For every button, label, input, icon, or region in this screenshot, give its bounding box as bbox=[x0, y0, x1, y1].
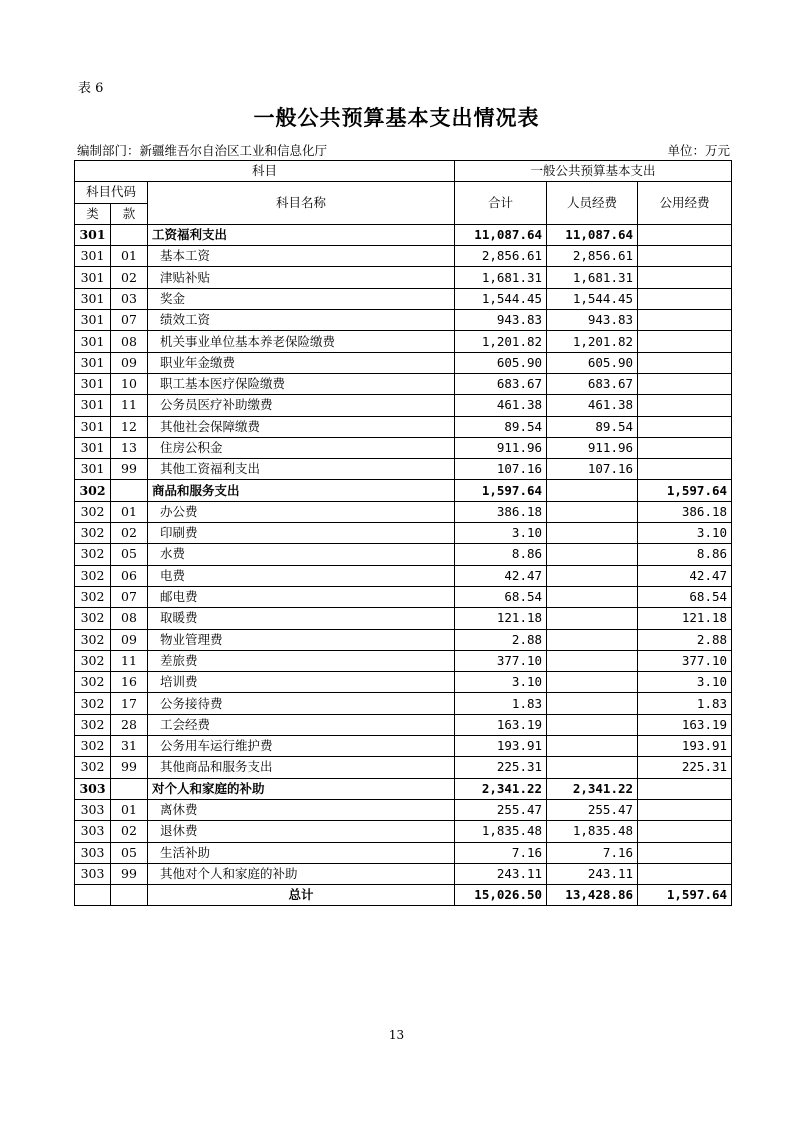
table-row bbox=[75, 629, 732, 650]
cell-kuan: 13 bbox=[111, 437, 148, 458]
cell-name: 物业管理费 bbox=[148, 629, 455, 650]
cell-name: 生活补助 bbox=[148, 842, 455, 863]
cell-public bbox=[638, 373, 732, 394]
table-row bbox=[75, 246, 732, 267]
cell-lei: 301 bbox=[75, 246, 111, 267]
cell-total: 1,597.64 bbox=[455, 480, 547, 501]
cell-personnel: 1,835.48 bbox=[547, 821, 638, 842]
table-row bbox=[75, 842, 732, 863]
cell-personnel: 461.38 bbox=[547, 395, 638, 416]
cell-personnel: 1,681.31 bbox=[547, 267, 638, 288]
cell-public: 193.91 bbox=[638, 736, 732, 757]
cell-public bbox=[638, 778, 732, 799]
cell-personnel: 605.90 bbox=[547, 352, 638, 373]
cell-personnel bbox=[547, 736, 638, 757]
grand-total-row bbox=[75, 885, 732, 906]
cell-name: 印刷费 bbox=[148, 523, 455, 544]
cell-name: 基本工资 bbox=[148, 246, 455, 267]
cell-name: 商品和服务支出 bbox=[148, 480, 455, 501]
cell-personnel bbox=[547, 650, 638, 671]
cell-total: 1,835.48 bbox=[455, 821, 547, 842]
cell-name: 职工基本医疗保险缴费 bbox=[148, 373, 455, 394]
cell-total: 377.10 bbox=[455, 650, 547, 671]
cell-kuan bbox=[111, 480, 148, 501]
cell-personnel bbox=[547, 565, 638, 586]
cell-lei: 303 bbox=[75, 863, 111, 884]
cell-personnel bbox=[547, 629, 638, 650]
cell-public bbox=[638, 437, 732, 458]
cell-kuan: 03 bbox=[111, 288, 148, 309]
cell-kuan: 08 bbox=[111, 331, 148, 352]
table-row bbox=[75, 799, 732, 820]
cell-personnel bbox=[547, 523, 638, 544]
table-row bbox=[75, 821, 732, 842]
cell-lei: 301 bbox=[75, 288, 111, 309]
cell-lei: 302 bbox=[75, 501, 111, 522]
cell-kuan: 05 bbox=[111, 544, 148, 565]
header-total: 合计 bbox=[455, 182, 547, 225]
cell-public bbox=[638, 799, 732, 820]
cell-kuan: 08 bbox=[111, 608, 148, 629]
cell-kuan: 12 bbox=[111, 416, 148, 437]
cell-public bbox=[638, 288, 732, 309]
cell-personnel: 107.16 bbox=[547, 459, 638, 480]
cell-kuan: 28 bbox=[111, 714, 148, 735]
cell-kuan: 05 bbox=[111, 842, 148, 863]
cell-total: 3.10 bbox=[455, 523, 547, 544]
header-personnel: 人员经费 bbox=[547, 182, 638, 225]
table-row bbox=[75, 288, 732, 309]
cell-lei: 302 bbox=[75, 480, 111, 501]
unit-label: 单位：万元 bbox=[667, 143, 730, 158]
cell-total: 1,544.45 bbox=[455, 288, 547, 309]
cell-name: 其他工资福利支出 bbox=[148, 459, 455, 480]
cell-personnel: 2,341.22 bbox=[547, 778, 638, 799]
cell-lei: 301 bbox=[75, 224, 111, 245]
cell-public bbox=[638, 842, 732, 863]
cell-kuan: 07 bbox=[111, 586, 148, 607]
cell-kuan: 17 bbox=[111, 693, 148, 714]
cell-name: 电费 bbox=[148, 565, 455, 586]
cell-personnel bbox=[547, 501, 638, 522]
table-row bbox=[75, 672, 732, 693]
cell-name: 工会经费 bbox=[148, 714, 455, 735]
cell-total: 8.86 bbox=[455, 544, 547, 565]
cell-name: 公务用车运行维护费 bbox=[148, 736, 455, 757]
table-row bbox=[75, 459, 732, 480]
cell-lei: 301 bbox=[75, 395, 111, 416]
cell-name: 机关事业单位基本养老保险缴费 bbox=[148, 331, 455, 352]
cell-total: 2.88 bbox=[455, 629, 547, 650]
cell-lei: 302 bbox=[75, 757, 111, 778]
cell-total: 1.83 bbox=[455, 693, 547, 714]
table-row bbox=[75, 501, 732, 522]
cell-lei: 302 bbox=[75, 523, 111, 544]
cell-public: 377.10 bbox=[638, 650, 732, 671]
cell-personnel bbox=[547, 480, 638, 501]
cell-name: 离休费 bbox=[148, 799, 455, 820]
cell-public: 121.18 bbox=[638, 608, 732, 629]
cell-public: 2.88 bbox=[638, 629, 732, 650]
page-title: 一般公共预算基本支出情况表 bbox=[253, 106, 540, 130]
cell-kuan: 99 bbox=[111, 757, 148, 778]
cell-public: 225.31 bbox=[638, 757, 732, 778]
table-row bbox=[75, 544, 732, 565]
cell-total: 2,341.22 bbox=[455, 778, 547, 799]
cell-personnel: 255.47 bbox=[547, 799, 638, 820]
cell-personnel bbox=[547, 757, 638, 778]
cell-lei: 302 bbox=[75, 714, 111, 735]
cell-public: 1.83 bbox=[638, 693, 732, 714]
table-row bbox=[75, 523, 732, 544]
cell-total: 11,087.64 bbox=[455, 224, 547, 245]
page-number: 13 bbox=[388, 1028, 405, 1042]
cell-lei: 302 bbox=[75, 650, 111, 671]
cell-public bbox=[638, 863, 732, 884]
cell-lei: 301 bbox=[75, 416, 111, 437]
cell-kuan: 02 bbox=[111, 523, 148, 544]
cell-lei: 301 bbox=[75, 352, 111, 373]
cell-kuan: 07 bbox=[111, 310, 148, 331]
cell-public: 8.86 bbox=[638, 544, 732, 565]
cell-kuan: 31 bbox=[111, 736, 148, 757]
cell-name: 邮电费 bbox=[148, 586, 455, 607]
table-row bbox=[75, 736, 732, 757]
table-row bbox=[75, 352, 732, 373]
cell-kuan: 02 bbox=[111, 267, 148, 288]
cell-total: 163.19 bbox=[455, 714, 547, 735]
table-row bbox=[75, 373, 732, 394]
table-row bbox=[75, 437, 732, 458]
table-row bbox=[75, 331, 732, 352]
cell-lei: 301 bbox=[75, 310, 111, 331]
cell-total: 7.16 bbox=[455, 842, 547, 863]
cell-total: 107.16 bbox=[455, 459, 547, 480]
cell-total: 461.38 bbox=[455, 395, 547, 416]
cell-public bbox=[638, 416, 732, 437]
cell-name: 其他社会保障缴费 bbox=[148, 416, 455, 437]
cell-total: 193.91 bbox=[455, 736, 547, 757]
table-row bbox=[75, 267, 732, 288]
cell-name: 工资福利支出 bbox=[148, 224, 455, 245]
total-empty-cell bbox=[111, 885, 148, 906]
cell-name: 公务员医疗补助缴费 bbox=[148, 395, 455, 416]
cell-personnel: 243.11 bbox=[547, 863, 638, 884]
cell-lei: 302 bbox=[75, 693, 111, 714]
table-row-category bbox=[75, 480, 732, 501]
cell-personnel: 911.96 bbox=[547, 437, 638, 458]
total-personnel: 13,428.86 bbox=[547, 885, 638, 906]
header-lei: 类 bbox=[75, 203, 111, 224]
cell-name: 其他商品和服务支出 bbox=[148, 757, 455, 778]
cell-personnel bbox=[547, 672, 638, 693]
cell-kuan: 09 bbox=[111, 352, 148, 373]
cell-public bbox=[638, 331, 732, 352]
table-row bbox=[75, 310, 732, 331]
cell-name: 绩效工资 bbox=[148, 310, 455, 331]
cell-name: 其他对个人和家庭的补助 bbox=[148, 863, 455, 884]
cell-personnel: 943.83 bbox=[547, 310, 638, 331]
header-budget: 一般公共预算基本支出 bbox=[455, 161, 732, 182]
cell-public: 163.19 bbox=[638, 714, 732, 735]
cell-public: 1,597.64 bbox=[638, 480, 732, 501]
cell-total: 1,201.82 bbox=[455, 331, 547, 352]
cell-total: 255.47 bbox=[455, 799, 547, 820]
cell-personnel: 683.67 bbox=[547, 373, 638, 394]
cell-lei: 303 bbox=[75, 821, 111, 842]
cell-public bbox=[638, 352, 732, 373]
cell-total: 683.67 bbox=[455, 373, 547, 394]
cell-personnel: 11,087.64 bbox=[547, 224, 638, 245]
cell-total: 68.54 bbox=[455, 586, 547, 607]
cell-kuan: 06 bbox=[111, 565, 148, 586]
header-code: 科目代码 bbox=[75, 182, 148, 203]
cell-lei: 302 bbox=[75, 586, 111, 607]
cell-name: 对个人和家庭的补助 bbox=[148, 778, 455, 799]
cell-lei: 301 bbox=[75, 373, 111, 394]
cell-name: 津贴补贴 bbox=[148, 267, 455, 288]
cell-public: 42.47 bbox=[638, 565, 732, 586]
cell-total: 386.18 bbox=[455, 501, 547, 522]
cell-lei: 303 bbox=[75, 842, 111, 863]
table-row-category bbox=[75, 224, 732, 245]
cell-personnel bbox=[547, 586, 638, 607]
cell-public: 3.10 bbox=[638, 672, 732, 693]
cell-kuan: 01 bbox=[111, 501, 148, 522]
cell-kuan: 01 bbox=[111, 799, 148, 820]
cell-lei: 302 bbox=[75, 672, 111, 693]
table-body bbox=[75, 224, 732, 884]
cell-public bbox=[638, 459, 732, 480]
cell-name: 水费 bbox=[148, 544, 455, 565]
cell-public bbox=[638, 224, 732, 245]
table-row bbox=[75, 757, 732, 778]
cell-personnel: 7.16 bbox=[547, 842, 638, 863]
cell-public: 68.54 bbox=[638, 586, 732, 607]
cell-lei: 301 bbox=[75, 437, 111, 458]
cell-personnel: 1,201.82 bbox=[547, 331, 638, 352]
table-row bbox=[75, 565, 732, 586]
cell-kuan: 16 bbox=[111, 672, 148, 693]
cell-total: 225.31 bbox=[455, 757, 547, 778]
cell-name: 退休费 bbox=[148, 821, 455, 842]
cell-total: 42.47 bbox=[455, 565, 547, 586]
cell-name: 公务接待费 bbox=[148, 693, 455, 714]
cell-name: 奖金 bbox=[148, 288, 455, 309]
cell-name: 培训费 bbox=[148, 672, 455, 693]
cell-lei: 302 bbox=[75, 736, 111, 757]
cell-kuan: 99 bbox=[111, 863, 148, 884]
table-row bbox=[75, 714, 732, 735]
cell-personnel bbox=[547, 608, 638, 629]
table-row bbox=[75, 693, 732, 714]
header-subject: 科目 bbox=[75, 161, 455, 182]
cell-personnel: 89.54 bbox=[547, 416, 638, 437]
cell-total: 3.10 bbox=[455, 672, 547, 693]
cell-lei: 302 bbox=[75, 629, 111, 650]
cell-total: 243.11 bbox=[455, 863, 547, 884]
cell-lei: 302 bbox=[75, 565, 111, 586]
cell-total: 2,856.61 bbox=[455, 246, 547, 267]
header-name: 科目名称 bbox=[148, 182, 455, 225]
cell-total: 605.90 bbox=[455, 352, 547, 373]
cell-public bbox=[638, 246, 732, 267]
table-row bbox=[75, 416, 732, 437]
table-row-category bbox=[75, 778, 732, 799]
cell-kuan: 09 bbox=[111, 629, 148, 650]
table-row bbox=[75, 863, 732, 884]
cell-personnel: 2,856.61 bbox=[547, 246, 638, 267]
header-kuan: 款 bbox=[111, 203, 148, 224]
cell-lei: 302 bbox=[75, 544, 111, 565]
cell-lei: 302 bbox=[75, 608, 111, 629]
table-number: 表 6 bbox=[78, 81, 104, 96]
cell-kuan: 11 bbox=[111, 650, 148, 671]
cell-total: 911.96 bbox=[455, 437, 547, 458]
table-row bbox=[75, 395, 732, 416]
cell-name: 差旅费 bbox=[148, 650, 455, 671]
cell-total: 121.18 bbox=[455, 608, 547, 629]
cell-public bbox=[638, 395, 732, 416]
total-empty-cell bbox=[75, 885, 111, 906]
cell-total: 89.54 bbox=[455, 416, 547, 437]
cell-name: 住房公积金 bbox=[148, 437, 455, 458]
cell-lei: 301 bbox=[75, 267, 111, 288]
table-row bbox=[75, 586, 732, 607]
cell-kuan bbox=[111, 778, 148, 799]
cell-public bbox=[638, 821, 732, 842]
header-public: 公用经费 bbox=[638, 182, 732, 225]
cell-name: 办公费 bbox=[148, 501, 455, 522]
total-label: 总计 bbox=[148, 885, 455, 906]
cell-kuan: 99 bbox=[111, 459, 148, 480]
cell-name: 职业年金缴费 bbox=[148, 352, 455, 373]
cell-total: 943.83 bbox=[455, 310, 547, 331]
cell-personnel: 1,544.45 bbox=[547, 288, 638, 309]
total-public: 1,597.64 bbox=[638, 885, 732, 906]
cell-public bbox=[638, 267, 732, 288]
table-row bbox=[75, 650, 732, 671]
department-label: 编制部门：新疆维吾尔自治区工业和信息化厅 bbox=[77, 143, 328, 158]
cell-public bbox=[638, 310, 732, 331]
total-sum: 15,026.50 bbox=[455, 885, 547, 906]
cell-kuan bbox=[111, 224, 148, 245]
cell-total: 1,681.31 bbox=[455, 267, 547, 288]
budget-table bbox=[74, 160, 732, 906]
cell-lei: 303 bbox=[75, 799, 111, 820]
cell-public: 386.18 bbox=[638, 501, 732, 522]
cell-personnel bbox=[547, 544, 638, 565]
cell-kuan: 10 bbox=[111, 373, 148, 394]
cell-kuan: 01 bbox=[111, 246, 148, 267]
table-row bbox=[75, 608, 732, 629]
cell-public: 3.10 bbox=[638, 523, 732, 544]
cell-lei: 301 bbox=[75, 331, 111, 352]
cell-kuan: 11 bbox=[111, 395, 148, 416]
cell-lei: 303 bbox=[75, 778, 111, 799]
cell-personnel bbox=[547, 693, 638, 714]
cell-personnel bbox=[547, 714, 638, 735]
cell-lei: 301 bbox=[75, 459, 111, 480]
cell-name: 取暖费 bbox=[148, 608, 455, 629]
cell-kuan: 02 bbox=[111, 821, 148, 842]
